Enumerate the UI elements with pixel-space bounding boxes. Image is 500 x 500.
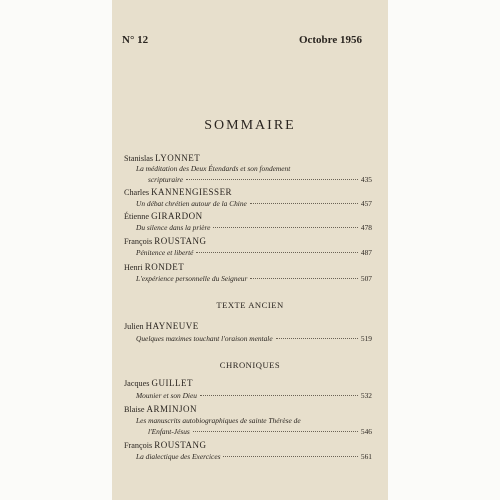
page-number: 507 — [360, 274, 372, 283]
toc-entry: Quelques maximes touchant l'oraison mentale 519 — [136, 334, 372, 343]
page-number: 478 — [360, 223, 372, 232]
author-roustang-2: François ROUSTANG — [124, 440, 207, 450]
page-number: 532 — [360, 391, 372, 400]
author-girardon: Étienne GIRARDON — [124, 211, 203, 221]
toc-entry: Un débat chrétien autour de la Chine 457 — [136, 199, 372, 208]
toc-entry: scripturaire 435 — [148, 175, 372, 184]
author-hayneuve: Julien HAYNEUVE — [124, 321, 199, 331]
page-number: 561 — [360, 452, 372, 461]
title-line: Les manuscrits autobiographiques de sainte Thérèse de — [136, 416, 301, 425]
toc-entry: Pénitence et liberté 487 — [136, 248, 372, 257]
issue-date: Octobre 1956 — [298, 34, 362, 46]
page-number: 487 — [360, 248, 372, 257]
author-rondet: Henri RONDET — [124, 262, 185, 272]
author-guillet: Jacques GUILLET — [124, 378, 194, 388]
page-number: 435 — [360, 175, 372, 184]
toc-entry: l'Enfant-Jésus 546 — [148, 427, 372, 436]
issue-number: N° 12 — [122, 34, 149, 46]
author-kannengiesser: Charles KANNENGIESSER — [124, 187, 233, 197]
page-number: 546 — [360, 427, 372, 436]
page-number: 457 — [360, 199, 372, 208]
journal-page — [112, 0, 388, 500]
title-line: La méditation des Deux Étendards et son fondement — [136, 164, 291, 173]
author-arminjon: Blaise ARMINJON — [124, 404, 198, 414]
author-roustang: François ROUSTANG — [124, 236, 207, 246]
page-number: 519 — [360, 334, 372, 343]
toc-entry: Mounier et son Dieu 532 — [136, 391, 372, 400]
author-lyonnet: Stanislas LYONNET — [124, 153, 201, 163]
toc-entry: Du silence dans la prière 478 — [136, 223, 372, 232]
page-title: SOMMAIRE — [204, 118, 296, 133]
section-texte-ancien: TEXTE ANCIEN — [216, 300, 284, 310]
section-chroniques: CHRONIQUES — [219, 360, 281, 370]
toc-entry: L'expérience personnelle du Seigneur 507 — [136, 274, 372, 283]
toc-entry: La dialectique des Exercices 561 — [136, 452, 372, 461]
